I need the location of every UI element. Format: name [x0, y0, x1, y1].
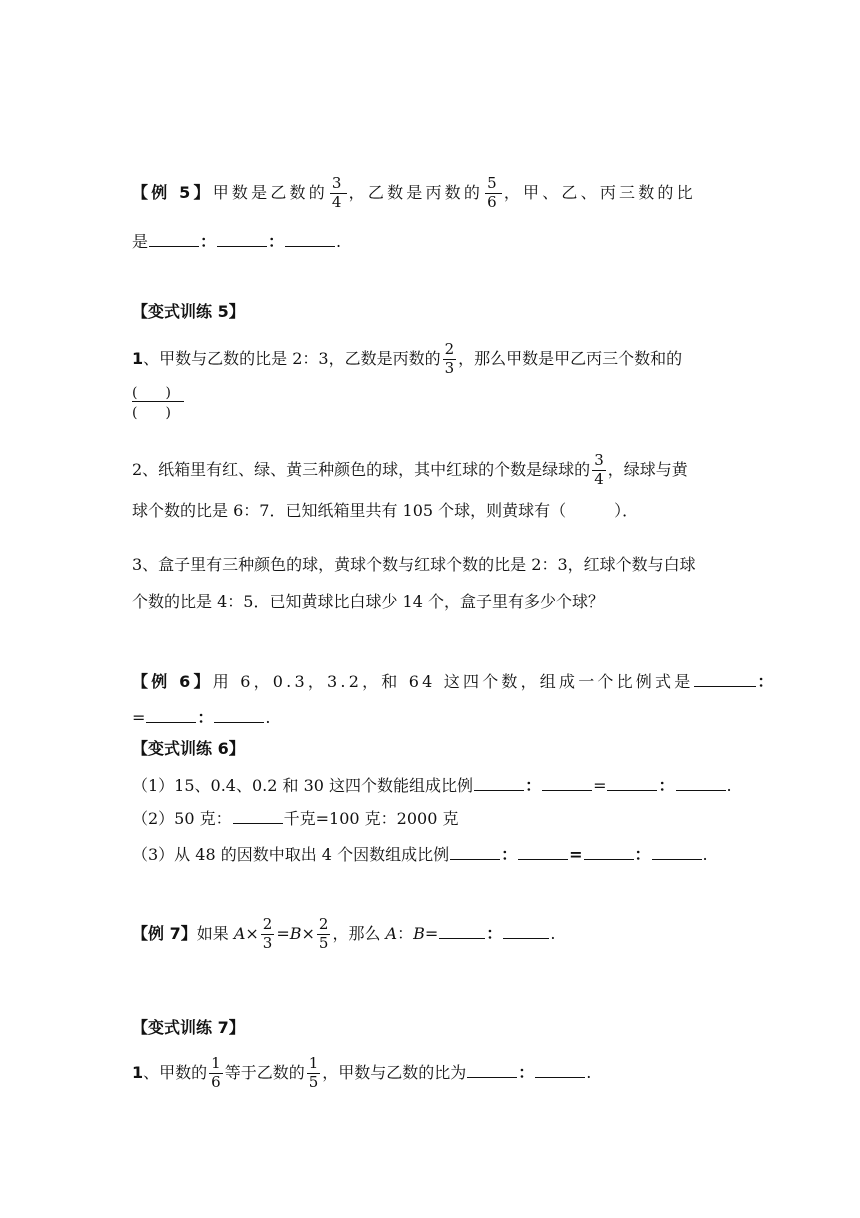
answer-blank[interactable]	[474, 776, 524, 791]
answer-blank[interactable]	[607, 776, 657, 791]
variant-6-q1: （1）15、0.4、0.2 和 30 这四个数能组成比例 ： = ： .	[132, 776, 732, 795]
answer-blank[interactable]	[146, 708, 196, 723]
answer-blank[interactable]	[233, 809, 283, 824]
variant-7-title: 【变式训练 7】	[132, 1018, 245, 1037]
fraction: $\frac{2}{5}$	[318, 915, 329, 952]
variant-6-q2: （2）50 克： 千克=100 克：2000 克	[132, 809, 459, 828]
variant-5-title: 【变式训练 5】	[132, 302, 245, 321]
answer-blank[interactable]	[535, 1063, 585, 1078]
example-7-tag: 【例 7】	[132, 923, 197, 943]
answer-blank[interactable]	[467, 1063, 517, 1078]
variant-5-q1: 1、甲数与乙数的比是 2：3，乙数是丙数的 $\frac{2}{3}$ ，那么甲数是甲乙丙三个数和的	[132, 340, 683, 377]
example-6-tag: 【例 6】	[132, 672, 213, 691]
fraction: $\frac{5}{6}$	[487, 174, 500, 211]
answer-blank[interactable]	[652, 845, 702, 860]
answer-blank[interactable]	[503, 924, 549, 939]
example-5-line-2: 是 ： ： .	[132, 232, 342, 251]
answer-blank[interactable]	[285, 232, 335, 247]
answer-blank[interactable]	[217, 232, 267, 247]
variant-6-title: 【变式训练 6】	[132, 739, 245, 758]
answer-blank[interactable]	[676, 776, 726, 791]
answer-blank[interactable]	[518, 845, 568, 860]
variant-5-q2-line-2: 球个数的比是 6：7．已知纸箱里共有 105 个球，则黄球有（ ）．	[132, 501, 639, 520]
variant-5-q2-line-1: 2、纸箱里有红、绿、黄三种颜色的球，其中红球的个数是绿球的 $\frac{3}{4}$ ，绿球与黄	[132, 451, 688, 488]
fraction: $\frac{3}{4}$	[331, 174, 345, 211]
example-7: 【例 7】如果 A× $\frac{2}{3}$ =B× $\frac{2}{5}$ ，那么 A：B= ： .	[132, 915, 556, 952]
fraction: $\frac{2}{3}$	[444, 340, 455, 377]
variant-5-q3-line-2: 个数的比是 4：5．已知黄球比白球少 14 个，盒子里有多少个球？	[132, 592, 604, 611]
answer-blank[interactable]	[214, 708, 264, 723]
answer-blank[interactable]	[694, 672, 756, 687]
fraction: $\frac{2}{3}$	[262, 915, 273, 952]
example-6-line-2: = ： .	[132, 708, 271, 727]
answer-blank[interactable]	[584, 845, 634, 860]
answer-blank[interactable]	[439, 924, 485, 939]
example-6-line-1: 【例 6】用 6，0.3，3.2，和 64 这四个数，组成一个比例式是 ：	[132, 672, 777, 691]
fraction: $\frac{3}{4}$	[594, 451, 604, 488]
answer-blank[interactable]	[542, 776, 592, 791]
variant-6-q3: （3）从 48 的因数中取出 4 个因数组成比例 ： = ： .	[132, 845, 708, 864]
answer-blank[interactable]	[450, 845, 500, 860]
answer-fraction-blank[interactable]: ( ) ( )	[132, 386, 184, 420]
fraction: $\frac{1}{5}$	[308, 1054, 319, 1091]
variant-7-q1: 1、甲数的 $\frac{1}{6}$ 等于乙数的 $\frac{1}{5}$ ，甲数与乙数的比为 ： .	[132, 1054, 592, 1091]
example-5-line-1: 【例 5】甲数是乙数的 $\frac{3}{4}$ ，乙数是丙数的 $\frac{5}{6}$ ，甲、乙、丙三数的比	[132, 174, 696, 211]
answer-blank[interactable]	[149, 232, 199, 247]
example-5-tag: 【例 5】	[132, 182, 213, 202]
fraction: $\frac{1}{6}$	[211, 1054, 221, 1091]
variant-5-q3-line-1: 3、盒子里有三种颜色的球，黄球个数与红球个数的比是 2：3，红球个数与白球	[132, 555, 696, 574]
